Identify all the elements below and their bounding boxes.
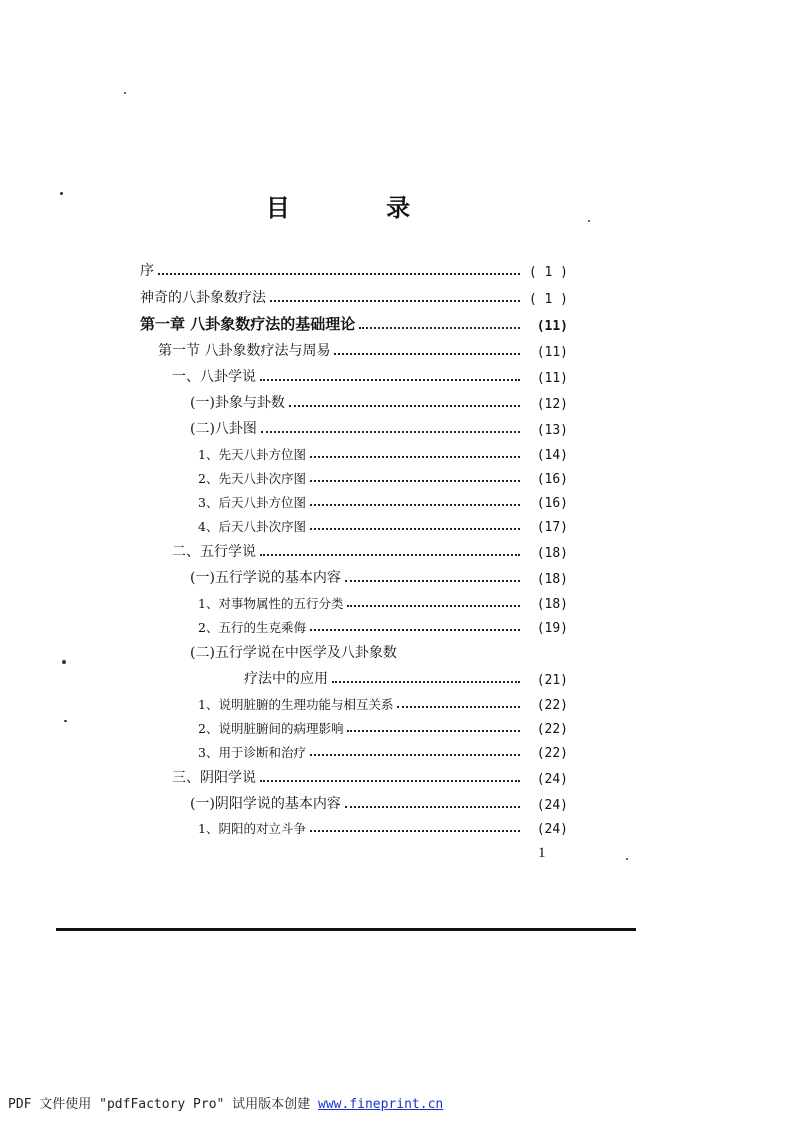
toc-entry [190, 565, 568, 587]
toc-entry-title: (一)五行学说的基本内容 [190, 570, 341, 586]
scan-speck [62, 660, 66, 664]
toc-leader [270, 300, 520, 302]
toc-entry-page: (16) [536, 496, 568, 511]
toc-entry-page: (12) [536, 397, 568, 412]
toc-entry-title: (二)八卦图 [190, 421, 257, 437]
toc-entry [190, 390, 568, 412]
toc-leader [310, 629, 520, 631]
toc-entry-title: 2、五行的生克乘侮 [198, 620, 306, 635]
toc-entry [198, 815, 568, 837]
toc-entry [198, 513, 568, 535]
toc-entry-page: (11) [536, 319, 568, 334]
toc-leader [289, 405, 520, 407]
toc-entry [172, 364, 568, 386]
toc-entry [198, 465, 568, 487]
toc-entry-page: (24) [536, 772, 568, 787]
toc-entry [244, 666, 568, 688]
toc-entry-page: (22) [536, 746, 568, 761]
toc-leader [310, 830, 520, 832]
toc-entry-title: 3、后天八卦方位图 [198, 495, 306, 510]
toc-leader [310, 456, 520, 458]
toc-entry-title: 4、后天八卦次序图 [198, 519, 306, 534]
scan-speck [60, 192, 63, 195]
toc-entry-page: (11) [536, 371, 568, 386]
toc-leader [260, 554, 520, 556]
page-number: 1 [538, 845, 546, 861]
toc-entry-page: (22) [536, 722, 568, 737]
toc-leader [158, 273, 520, 275]
bottom-rule [56, 928, 636, 931]
toc-entry [198, 691, 568, 713]
footer-link[interactable]: www.fineprint.cn [318, 1097, 444, 1112]
toc-entry-title: 2、先天八卦次序图 [198, 471, 306, 486]
toc-entry-title: 1、阴阳的对立斗争 [198, 821, 306, 836]
toc-entry-page: (19) [536, 621, 568, 636]
toc-leader [310, 754, 520, 756]
toc-entry [140, 312, 568, 334]
toc-entry-title: (二)五行学说在中医学及八卦象数 [190, 645, 397, 661]
toc-entry-page: ( 1 ) [528, 292, 568, 307]
toc-entry-title: 疗法中的应用 [244, 671, 328, 687]
toc-entry-page: (13) [536, 423, 568, 438]
scan-speck [588, 220, 590, 222]
toc-leader [345, 580, 520, 582]
toc-entry-page: (18) [536, 597, 568, 612]
page-title: 目 录 [265, 193, 455, 222]
scan-speck [626, 858, 628, 860]
toc-leader [345, 806, 520, 808]
toc-leader [397, 706, 520, 708]
toc-entry [198, 739, 568, 761]
toc-leader [261, 431, 520, 433]
toc-leader [310, 480, 520, 482]
toc-entry-title: (一)卦象与卦数 [190, 395, 285, 411]
toc-entry-page: (14) [536, 448, 568, 463]
toc-entry-title: 序 [140, 263, 154, 279]
toc-entry [190, 416, 568, 438]
toc-leader [334, 353, 520, 355]
toc-leader [347, 605, 520, 607]
toc-entry-title: 一、八卦学说 [172, 369, 256, 385]
footer-text: PDF 文件使用 "pdfFactory Pro" 试用版本创建 [8, 1097, 319, 1112]
toc-leader [359, 327, 520, 329]
toc-leader [310, 504, 520, 506]
pdf-footer [8, 1093, 443, 1112]
scan-speck [64, 720, 67, 722]
toc-entry [198, 489, 568, 511]
toc-entry-page: (24) [536, 822, 568, 837]
toc-entry-page: (18) [536, 546, 568, 561]
toc-leader [260, 780, 520, 782]
toc-entry-title: 三、阴阳学说 [172, 770, 256, 786]
toc-entry [140, 258, 568, 280]
toc-entry-page: ( 1 ) [528, 265, 568, 280]
toc-entry [198, 590, 568, 612]
toc-entry-page: (22) [536, 698, 568, 713]
toc-entry-title: 1、对事物属性的五行分类 [198, 596, 344, 611]
toc-leader [332, 681, 520, 683]
scan-speck [124, 92, 126, 94]
toc-entry-page: (21) [536, 673, 568, 688]
toc-entry [158, 338, 568, 360]
toc-entry-title: 第一章 八卦象数疗法的基础理论 [140, 315, 356, 333]
toc-entry [198, 614, 568, 636]
toc-entry-title: 2、说明脏腑间的病理影响 [198, 721, 344, 736]
toc-entry [172, 539, 568, 561]
toc-entry-title: (一)阴阳学说的基本内容 [190, 796, 341, 812]
toc-entry-page: (17) [536, 520, 568, 535]
toc-leader [310, 528, 520, 530]
toc-entry-title: 3、用于诊断和治疗 [198, 745, 306, 760]
toc-entry-title: 1、说明脏腑的生理功能与相互关系 [198, 697, 394, 712]
toc-entry-title: 1、先天八卦方位图 [198, 447, 306, 462]
toc-entry-title: 第一节 八卦象数疗法与周易 [158, 343, 331, 359]
toc-entry-title: 神奇的八卦象数疗法 [140, 290, 266, 306]
toc-entry [198, 715, 568, 737]
toc-leader [260, 379, 520, 381]
toc-entry-page: (11) [536, 345, 568, 360]
toc-entry [172, 765, 568, 787]
toc-entry-page: (18) [536, 572, 568, 587]
toc-entry-page: (16) [536, 472, 568, 487]
toc-entry [190, 640, 568, 662]
toc-entry [190, 791, 568, 813]
toc-entry [198, 441, 568, 463]
toc-entry-page: (24) [536, 798, 568, 813]
toc-leader [347, 730, 520, 732]
toc-entry-title: 二、五行学说 [172, 544, 256, 560]
toc-entry [140, 285, 568, 307]
